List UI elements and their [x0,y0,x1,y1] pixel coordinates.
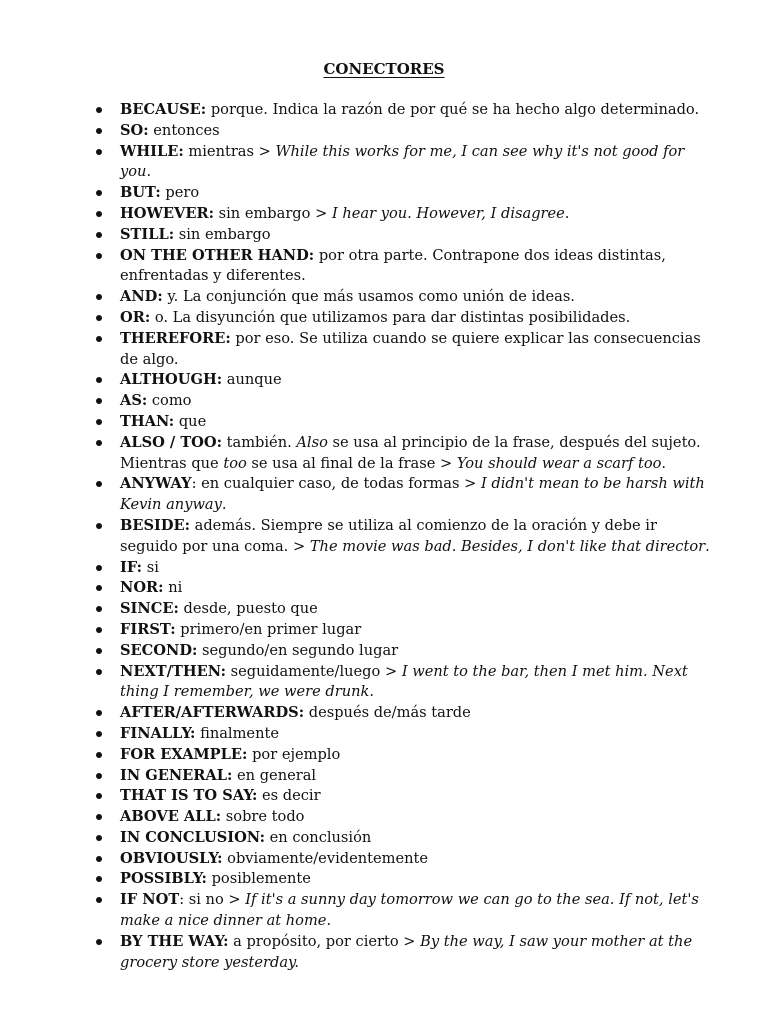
connector-term: OBVIOUSLY: [120,849,223,867]
list-item [96,849,716,870]
connector-term: THAT IS TO SAY: [120,787,258,805]
list-item [96,807,716,828]
connector-term: ALTHOUGH: [120,371,223,389]
connector-term: SO: [120,121,149,139]
connector-definition: . [705,537,710,555]
connector-term: WHILE: [120,142,184,160]
connector-definition: porque. Indica la razón de por qué se ha hecho algo determinado. [206,101,700,118]
bullet-icon [96,565,102,571]
list-item [96,287,716,308]
connector-definition: mientras > [183,142,276,160]
example-sentence: By the way, I saw your mother at the grocery store yesterday. [120,932,693,971]
connector-definition: como [147,392,192,410]
list-item [96,474,716,516]
connector-definition: : en cualquier caso, de todas formas > [191,475,481,493]
example-sentence: I didn't mean to be harsh with Kevin anyway [120,475,705,514]
list-item [96,121,716,142]
connector-term: FOR EXAMPLE: [120,745,248,763]
list-item [96,391,716,412]
bullet-icon [96,336,102,342]
bullet-icon [96,523,102,529]
list-item [96,932,716,974]
bullet-icon [96,856,102,862]
bullet-icon [96,731,102,737]
list-item [96,869,716,890]
list-item [96,308,716,329]
bullet-icon [96,232,102,238]
connector-term: IF: [120,558,143,576]
connector-term: AS: [120,392,148,410]
list-item [96,433,716,475]
bullet-icon [96,211,102,217]
connector-term: ANYWAY [120,475,192,493]
connector-term: IN CONCLUSION: [120,828,266,846]
bullet-icon [96,149,102,155]
connector-definition: se usa al principio de la frase, después del sujeto. Mientras que [120,433,701,472]
connector-term: ALSO / TOO: [120,433,222,451]
connector-definition: primero/en primer lugar [175,620,362,638]
bullet-icon [96,835,102,841]
connector-term: THEREFORE: [120,329,231,347]
example-sentence: While this works for me, I can see why it's not good for you [120,142,685,181]
bullet-icon [96,773,102,779]
example-sentence: I hear you. However, I disagree [331,204,565,222]
connector-definition: sobre todo [221,808,305,826]
connector-definition: pero [160,184,200,202]
connector-definition: también. [222,433,297,451]
connector-definition: después de/más tarde [304,704,471,722]
bullet-icon [96,939,102,945]
connector-definition: . [221,496,227,514]
example-sentence: too [223,454,247,472]
connector-term: THAN: [120,412,175,430]
bullet-icon [96,897,102,903]
list-item [96,828,716,849]
connector-definition: que [174,412,207,430]
connector-term: AND: [120,288,163,306]
bullet-icon [96,814,102,820]
bullet-icon [96,648,102,654]
connector-definition: sin embargo > [213,204,332,222]
list-item [96,225,716,246]
connector-definition: si [142,558,159,576]
bullet-icon [96,669,102,675]
connector-term: ABOVE ALL: [120,808,222,826]
connector-term: BESIDE: [120,516,190,534]
connector-term: POSSIBLY: [120,870,207,888]
list-item [96,183,716,204]
connector-definition: obviamente/evidentemente [222,849,428,867]
connector-definition: . [661,454,667,472]
list-item [96,724,716,745]
connector-definition: seguidamente/luego > [225,662,402,680]
connector-term: ON THE OTHER HAND: [120,246,315,264]
connector-definition: a propósito, por cierto > [228,932,421,950]
connector-term: HOWEVER: [120,204,214,222]
connector-definition: es decir [257,787,321,805]
connector-definition: . [369,683,375,701]
bullet-icon [96,398,102,404]
connector-term: NEXT/THEN: [120,662,226,680]
bullet-icon [96,752,102,758]
connector-term: NOR: [120,579,164,597]
connector-term: SINCE: [120,600,179,618]
bullet-icon [96,377,102,383]
connector-definition: posiblemente [206,870,311,888]
bullet-icon [96,627,102,633]
connector-definition: desde, puesto que [178,600,318,618]
list-item [96,558,716,579]
bullet-icon [96,585,102,591]
connector-definition: : si no > [179,891,246,909]
bullet-icon [96,710,102,716]
connector-definition: ni [163,579,183,597]
connector-term: BY THE WAY: [120,932,229,950]
bullet-icon [96,253,102,259]
list-item [96,890,716,932]
list-item [96,786,716,807]
connector-term: BECAUSE: [120,101,207,118]
bullet-icon [96,481,102,487]
connector-term: AFTER/AFTERWARDS: [120,704,305,722]
connector-definition: entonces [148,121,220,139]
connector-term: OR: [120,308,151,326]
connector-term: STILL: [120,225,175,243]
connector-definition: o. La disyunción que utilizamos para dar distintas posibilidades. [150,308,631,326]
list-item [96,578,716,599]
bullet-icon [96,315,102,321]
bullet-icon [96,876,102,882]
connector-definition: finalmente [195,724,279,742]
bullet-icon [96,294,102,300]
example-sentence: Also [296,433,328,451]
bullet-icon [96,128,102,134]
connector-definition: por otra parte. Contrapone dos ideas distintas, enfrentadas y diferentes. [120,246,666,285]
list-item [96,703,716,724]
connector-definition: en conclusión [265,828,372,846]
list-item [96,246,716,288]
connector-definition: además. Siempre se utiliza al comienzo de la oración y debe ir seguido por una coma. > [120,516,657,555]
connector-definition: y. La conjunción que más usamos como unión de ideas. [162,288,575,306]
connector-definition: segundo/en segundo lugar [197,641,399,659]
connector-term: IF NOT [120,891,180,909]
list-item [96,142,716,184]
page-title: CONECTORES [323,60,445,78]
list-item [96,745,716,766]
connector-term: IN GENERAL: [120,766,233,784]
connector-definition: por eso. Se utiliza cuando se quiere explicar las consecuencias de algo. [120,329,701,368]
example-sentence: The movie was bad. Besides, I don't like that director [309,537,706,555]
connector-definition: . [564,204,570,222]
example-sentence: If it's a sunny day tomorrow we can go to the sea. If not, let's make a nice dinner at home [120,891,699,930]
bullet-icon [96,440,102,446]
bullet-icon [96,419,102,425]
connector-definition: aunque [222,371,282,389]
connector-term: SECOND: [120,641,198,659]
list-item [96,412,716,433]
list-item [96,516,716,558]
connector-term: FINALLY: [120,724,196,742]
example-sentence: I went to the bar, then I met him. Next thing I remember, we were drunk [120,662,688,701]
connector-definition: sin embargo [174,225,271,243]
connector-definition: . [146,163,152,181]
bullet-icon [96,793,102,799]
list-item [96,620,716,641]
bullet-icon [96,190,102,196]
list-item [96,329,716,371]
connector-definition: en general [232,766,317,784]
list-item [96,370,716,391]
list-item [96,641,716,662]
list-item [96,766,716,787]
list-item [96,599,716,620]
bullet-icon [96,107,102,113]
connector-term: FIRST: [120,620,176,638]
bullet-icon [96,606,102,612]
example-sentence: You should wear a scarf too [456,454,662,472]
connector-list [96,100,716,973]
list-item [96,100,716,121]
list-item [96,662,716,704]
list-item [96,204,716,225]
connector-term: BUT: [120,184,161,202]
connector-definition: . [326,912,332,930]
connector-definition: por ejemplo [247,745,341,763]
connector-definition: se usa al final de la frase > [246,454,457,472]
